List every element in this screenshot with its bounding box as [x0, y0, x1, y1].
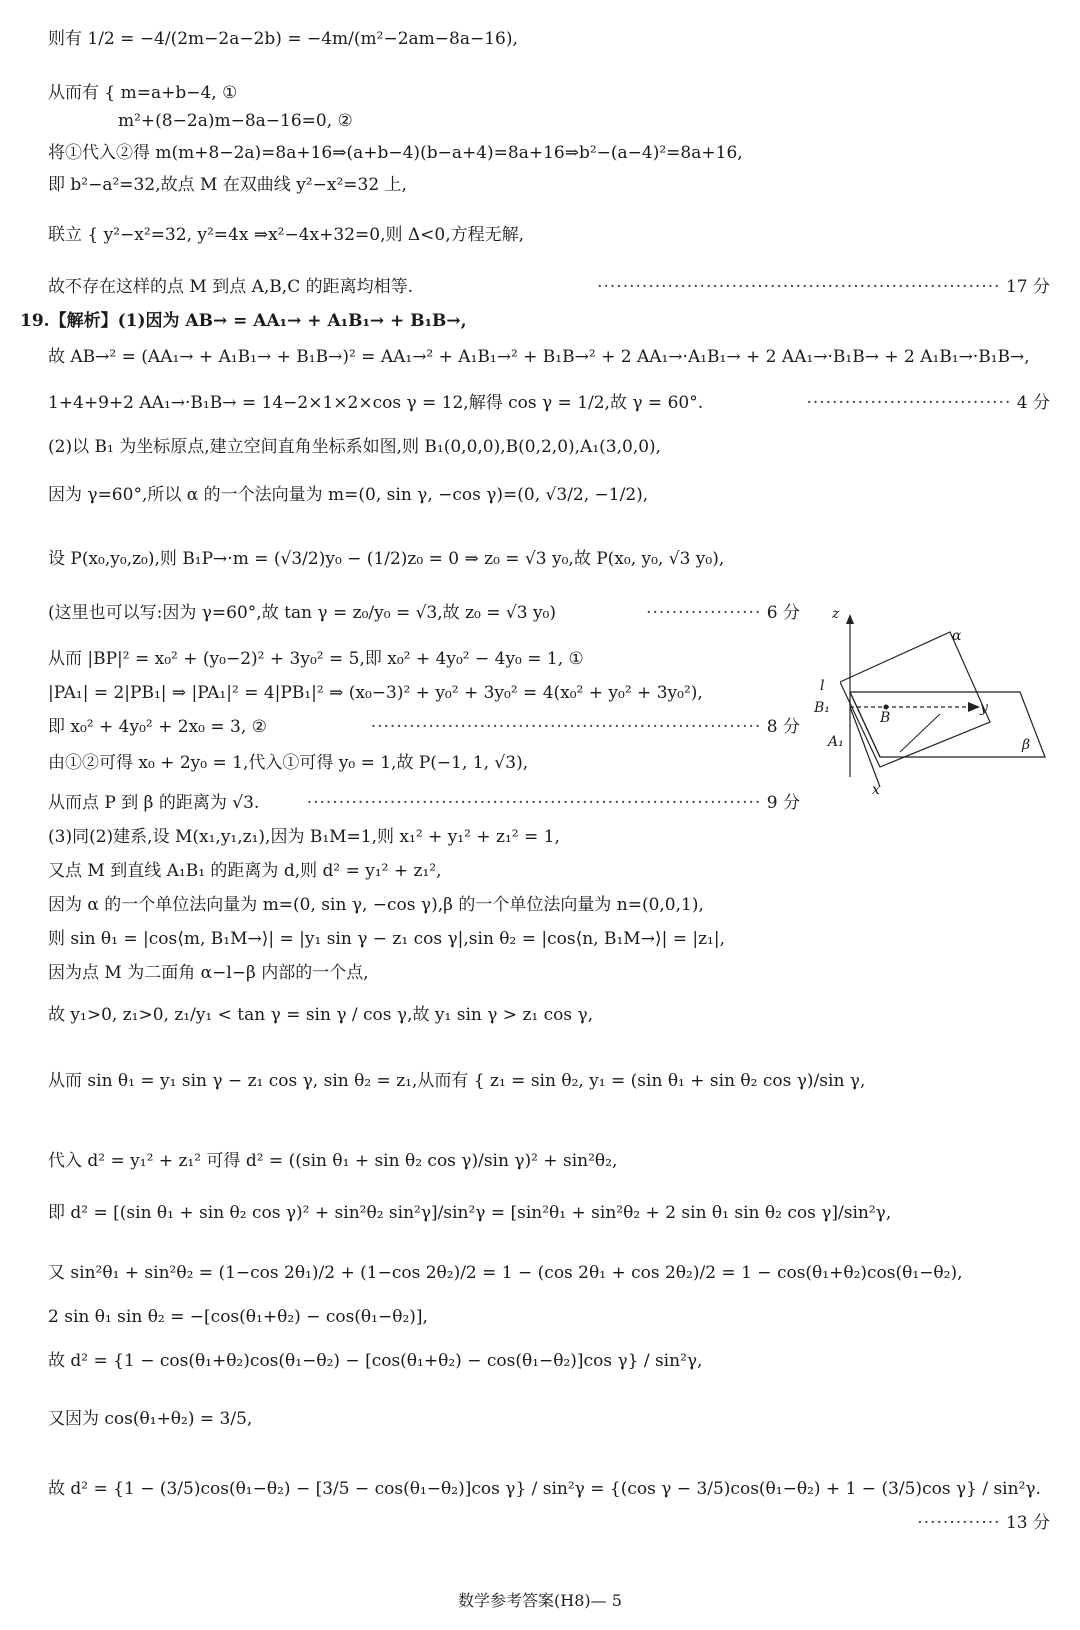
- inner-line: [900, 714, 940, 752]
- text-line: 从而有 { m=a+b−4, ①: [48, 83, 238, 103]
- text-line: 从而 sin θ₁ = y₁ sin γ − z₁ cos γ, sin θ₂ = z₁,从而有 { z₁ = sin θ₂, y₁ = (sin θ₁ + sin θ₂ cos γ)/sin γ,: [48, 1071, 866, 1091]
- label-alpha: α: [952, 628, 962, 644]
- text-line: 又 sin²θ₁ + sin²θ₂ = (1−cos 2θ₁)/2 + (1−cos 2θ₂)/2 = 1 − (cos 2θ₁ + cos 2θ₂)/2 = 1 − cos(θ₁+θ₂)cos(θ₁−θ₂),: [48, 1263, 963, 1283]
- z-axis-arrow: [846, 614, 854, 624]
- alpha-plane: [840, 632, 990, 767]
- text-line: (2)以 B₁ 为坐标原点,建立空间直角坐标系如图,则 B₁(0,0,0),B(0,2,0),A₁(3,0,0),: [48, 437, 662, 457]
- label-a1: A₁: [828, 734, 844, 750]
- text-line: 从而点 P 到 β 的距离为 √3.: [48, 793, 260, 813]
- text-line: 故 d² = {1 − (3/5)cos(θ₁−θ₂) − [3/5 − cos(θ₁−θ₂)]cos γ} / sin²γ = {(cos γ − 3/5)cos(θ₁−θ₂) + 1 − (3/5)cos γ} / sin²γ.: [48, 1479, 1041, 1499]
- page-footer: 数学参考答案(H8)— 5: [458, 1591, 622, 1610]
- text-line: 则有 1/2 = −4/(2m−2a−2b) = −4m/(m²−2am−8a−16),: [48, 29, 518, 49]
- question-heading: 19.【解析】(1)因为 AB→ = AA₁→ + A₁B₁→ + B₁B→,: [20, 311, 467, 331]
- text-line: 故 d² = {1 − cos(θ₁+θ₂)cos(θ₁−θ₂) − [cos(θ₁+θ₂) − cos(θ₁−θ₂)]cos γ} / sin²γ,: [48, 1351, 703, 1371]
- text-line: 2 sin θ₁ sin θ₂ = −[cos(θ₁+θ₂) − cos(θ₁−θ₂)],: [48, 1307, 428, 1327]
- point-b: [884, 705, 889, 710]
- score-marker: ······························································· 17 分: [597, 277, 1050, 297]
- score-marker: ····························································· 8 分: [370, 717, 800, 737]
- text-line: |PA₁| = 2|PB₁| ⇒ |PA₁|² = 4|PB₁|² ⇒ (x₀−3)² + y₀² + 3y₀² = 4(x₀² + y₀² + 3y₀²),: [48, 683, 703, 703]
- dihedral-angle-figure: [814, 606, 1065, 822]
- text-line: 联立 { y²−x²=32, y²=4x ⇒x²−4x+32=0,则 Δ<0,方程无解,: [48, 225, 525, 245]
- score-marker: ············· 13 分: [917, 1513, 1050, 1533]
- text-line: 因为 α 的一个单位法向量为 m=(0, sin γ, −cos γ),β 的一个单位法向量为 n=(0,0,1),: [48, 895, 704, 915]
- text-line: 又点 M 到直线 A₁B₁ 的距离为 d,则 d² = y₁² + z₁²,: [48, 861, 442, 881]
- y-axis-arrow: [968, 702, 980, 712]
- text-line: (3)同(2)建系,设 M(x₁,y₁,z₁),因为 B₁M=1,则 x₁² + y₁² + z₁² = 1,: [48, 827, 560, 847]
- label-beta: β: [1022, 737, 1031, 753]
- text-line: 即 x₀² + 4y₀² + 2x₀ = 3, ②: [48, 717, 267, 737]
- text-line: (这里也可以写:因为 γ=60°,故 tan γ = z₀/y₀ = √3,故 z₀ = √3 y₀): [48, 603, 556, 623]
- label-l: l: [820, 678, 825, 694]
- text-line: 1+4+9+2 AA₁→·B₁B→ = 14−2×1×2×cos γ = 12,解得 cos γ = 1/2,故 γ = 60°.: [48, 393, 704, 413]
- label-z: z: [832, 606, 840, 622]
- text-line: 即 b²−a²=32,故点 M 在双曲线 y²−x²=32 上,: [48, 175, 407, 195]
- text-line: 故不存在这样的点 M 到点 A,B,C 的距离均相等.: [48, 277, 414, 297]
- score-marker: ······································································· 9 分: [306, 793, 800, 813]
- text-line: 又因为 cos(θ₁+θ₂) = 3/5,: [48, 1409, 253, 1429]
- text-line: 代入 d² = y₁² + z₁² 可得 d² = ((sin θ₁ + sin θ₂ cos γ)/sin γ)² + sin²θ₂,: [48, 1151, 618, 1171]
- text-line: 因为 γ=60°,所以 α 的一个法向量为 m=(0, sin γ, −cos γ)=(0, √3/2, −1/2),: [48, 485, 649, 505]
- text-line: 则 sin θ₁ = |cos⟨m, B₁M→⟩| = |y₁ sin γ − z₁ cos γ|,sin θ₂ = |cos⟨n, B₁M→⟩| = |z₁|,: [48, 929, 725, 949]
- label-x: x: [872, 782, 880, 798]
- score-marker: ·················· 6 分: [646, 603, 800, 623]
- score-marker: ································ 4 分: [806, 393, 1050, 413]
- text-line: 因为点 M 为二面角 α−l−β 内部的一个点,: [48, 963, 369, 983]
- text-line: 即 d² = [(sin θ₁ + sin θ₂ cos γ)² + sin²θ₂ sin²γ]/sin²γ = [sin²θ₁ + sin²θ₂ + 2 sin θ₁ sin θ₂ cos γ]/sin²γ,: [48, 1203, 892, 1223]
- text-line: 从而 |BP|² = x₀² + (y₀−2)² + 3y₀² = 5,即 x₀² + 4y₀² − 4y₀ = 1, ①: [48, 649, 584, 669]
- label-b: B: [880, 710, 891, 726]
- text-line: 故 y₁>0, z₁>0, z₁/y₁ < tan γ = sin γ / cos γ,故 y₁ sin γ > z₁ cos γ,: [48, 1005, 594, 1025]
- text-line: 设 P(x₀,y₀,z₀),则 B₁P→·m = (√3/2)y₀ − (1/2)z₀ = 0 ⇒ z₀ = √3 y₀,故 P(x₀, y₀, √3 y₀),: [48, 549, 725, 569]
- text-line: 由①②可得 x₀ + 2y₀ = 1,代入①可得 y₀ = 1,故 P(−1, 1, √3),: [48, 753, 529, 773]
- label-y: y: [980, 700, 988, 716]
- text-line: 将①代入②得 m(m+8−2a)=8a+16⇒(a+b−4)(b−a+4)=8a+16⇒b²−(a−4)²=8a+16,: [48, 143, 743, 163]
- text-line: m²+(8−2a)m−8a−16=0, ②: [118, 111, 353, 131]
- text-line: 故 AB→² = (AA₁→ + A₁B₁→ + B₁B→)² = AA₁→² + A₁B₁→² + B₁B→² + 2 AA₁→·A₁B₁→ + 2 AA₁→·B₁B→ + 2 A₁B₁→·B₁B→,: [48, 347, 1030, 367]
- label-b1: B₁: [814, 700, 830, 716]
